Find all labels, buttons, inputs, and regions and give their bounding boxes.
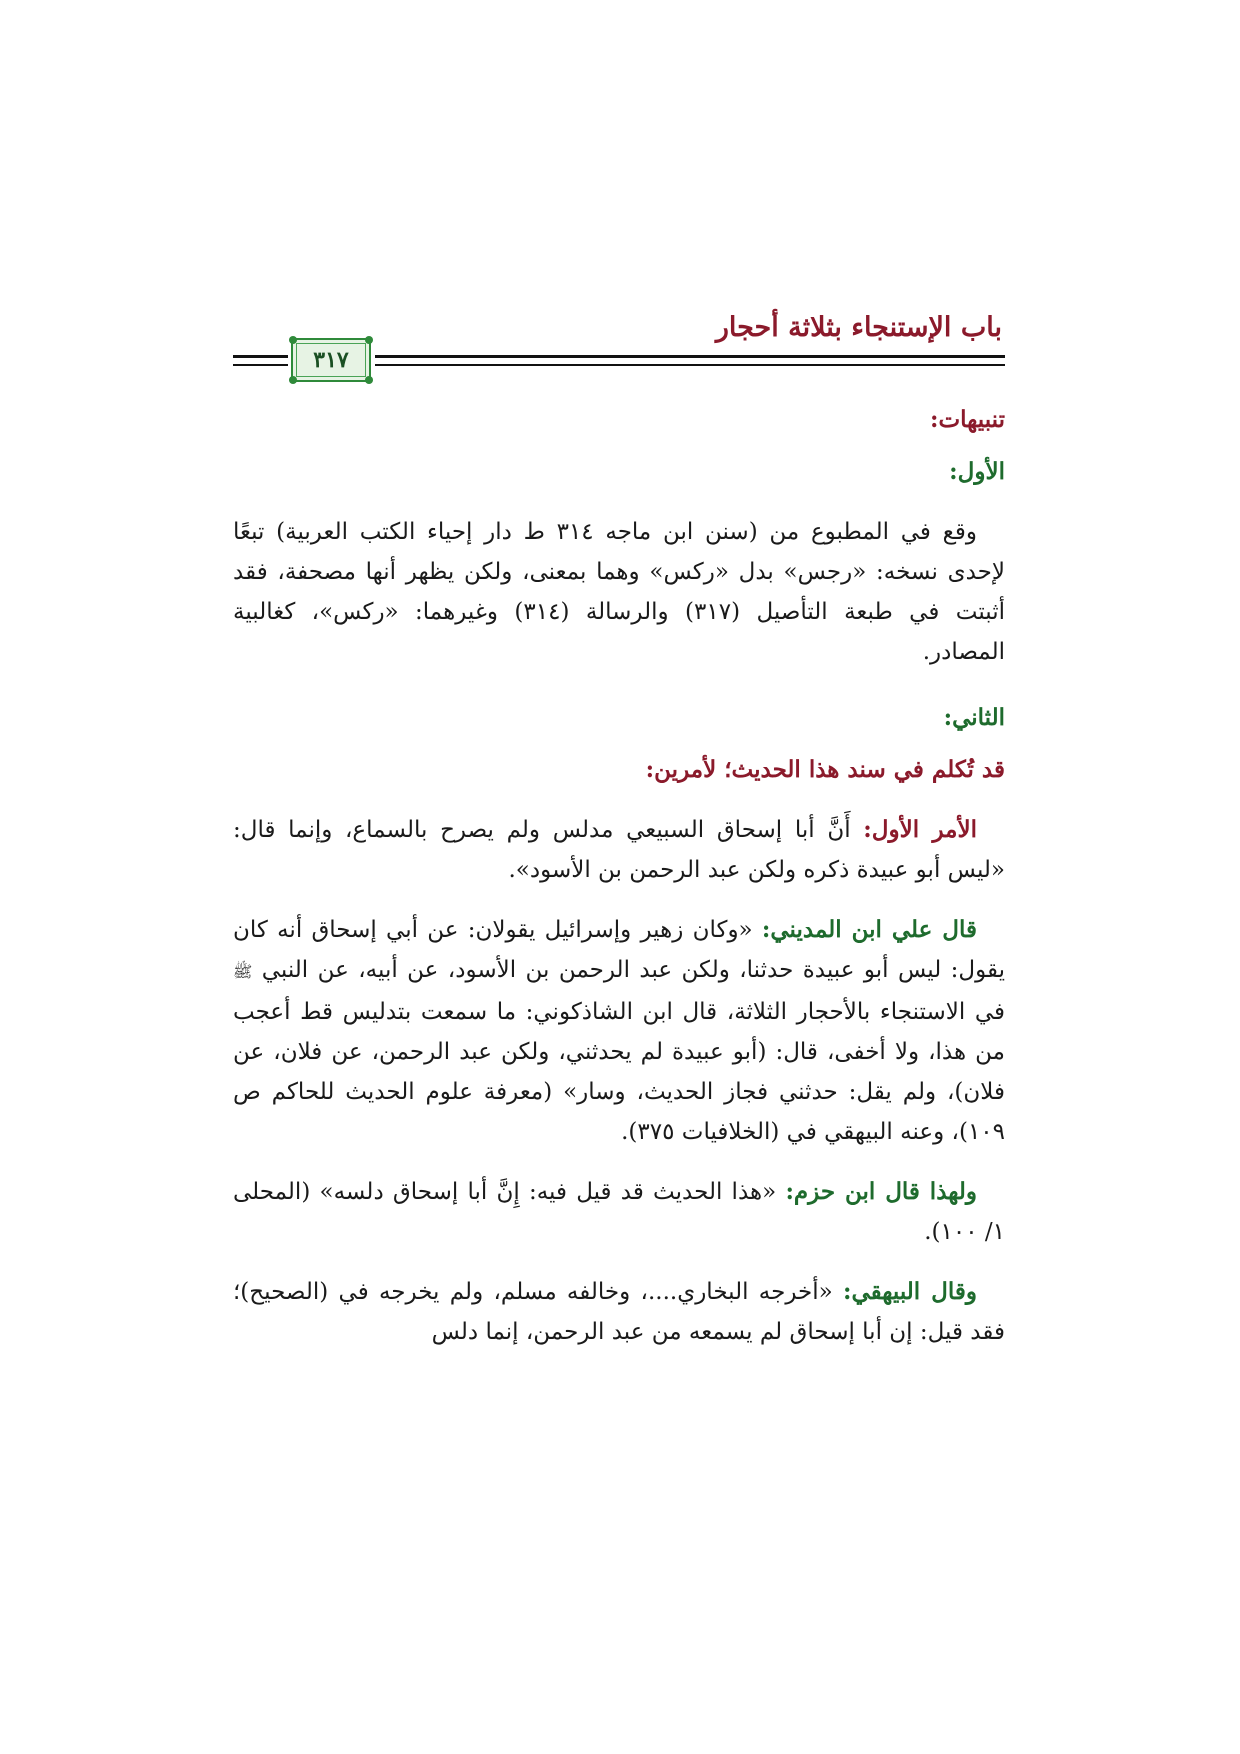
header-rule [233,364,288,366]
header-rule [375,355,1005,358]
bayhaqi-text: «أخرجه البخاري....، وخالفه مسلم، ولم يخرجه في (الصحيح)؛ فقد قيل: إن أبا إسحاق لم يسمعه من عبد الرحمن، إنما دلس [233,1279,1005,1345]
madini-paragraph [233,910,1005,1152]
frame-ornament-icon [365,376,373,384]
ibn-hazm-label: ولهذا قال ابن حزم: [785,1178,977,1205]
madini-text-part2: في الاستنجاء بالأحجار الثلاثة، قال ابن الشاذكوني: ما سمعت بتدليس قط أعجب من هذا، ولا أخفى، قال: (أبو عبيدة لم يحدثني، ولكن عبد الرحمن، عن فلان، عن فلان)، ولم يقل: حدثني فجاز الحديث، وسار» (معرفة علوم الحديث للحاكم ص ١٠٩)، وعنه البيهقي في (الخلافيات ٣٧٥). [233,999,1005,1145]
frame-ornament-icon [289,336,297,344]
page-number-frame [291,338,371,382]
page-body [233,400,1005,1352]
chapter-title: باب الإستنجاء بثلاثة أحجار [715,312,1002,343]
ibn-hazm-text: «هذا الحديث قد قيل فيه: إِنَّ أبا إسحاق دلسه» (المحلى ١/ ١٠٠). [233,1179,1005,1245]
header-rule [233,355,288,358]
header-rule [375,364,1005,366]
frame-ornament-icon [289,376,297,384]
second-note-heading: الثاني: [943,704,1005,731]
first-matter-paragraph [233,810,1005,890]
second-note-subheading: قد تُكلم في سند هذا الحديث؛ لأمرين: [645,756,1005,783]
ibn-hazm-paragraph [233,1172,1005,1252]
madini-text-part1: «وكان زهير وإسرائيل يقولان: عن أبي إسحاق أنه كان يقول: ليس أبو عبيدة حدثنا، ولكن عبد الرحمن بن الأسود، عن أبيه، عن النبي [233,917,1006,983]
first-matter-text: أَنَّ أبا إسحاق السبيعي مدلس ولم يصرح بالسماع، وإنما قال: «ليس أبو عبيدة ذكره ولكن عبد الرحمن بن الأسود». [233,817,1005,883]
first-note-paragraph: وقع في المطبوع من (سنن ابن ماجه ٣١٤ ط دار إحياء الكتب العربية) تبعًا لإحدى نسخه: «رجس» بدل «ركس» وهما بمعنى، ولكن يظهر أنها مصحفة، فقد أثبتت في طبعة التأصيل (٣١٧) والرسالة (٣١٤) وغيرهما: «ركس»، كغالبية المصادر. [233,519,1006,665]
first-note-heading: الأول: [949,458,1005,485]
notes-heading: تنبيهات: [930,406,1005,433]
bayhaqi-paragraph [233,1272,1005,1352]
madini-label: قال علي ابن المديني: [761,916,977,943]
page-number: ٣١٧ [313,347,349,373]
bayhaqi-label: وقال البيهقي: [843,1278,977,1305]
first-matter-label: الأمر الأول: [863,816,977,843]
frame-ornament-icon [365,336,373,344]
pbuh-glyph: ﷺ [233,962,253,981]
